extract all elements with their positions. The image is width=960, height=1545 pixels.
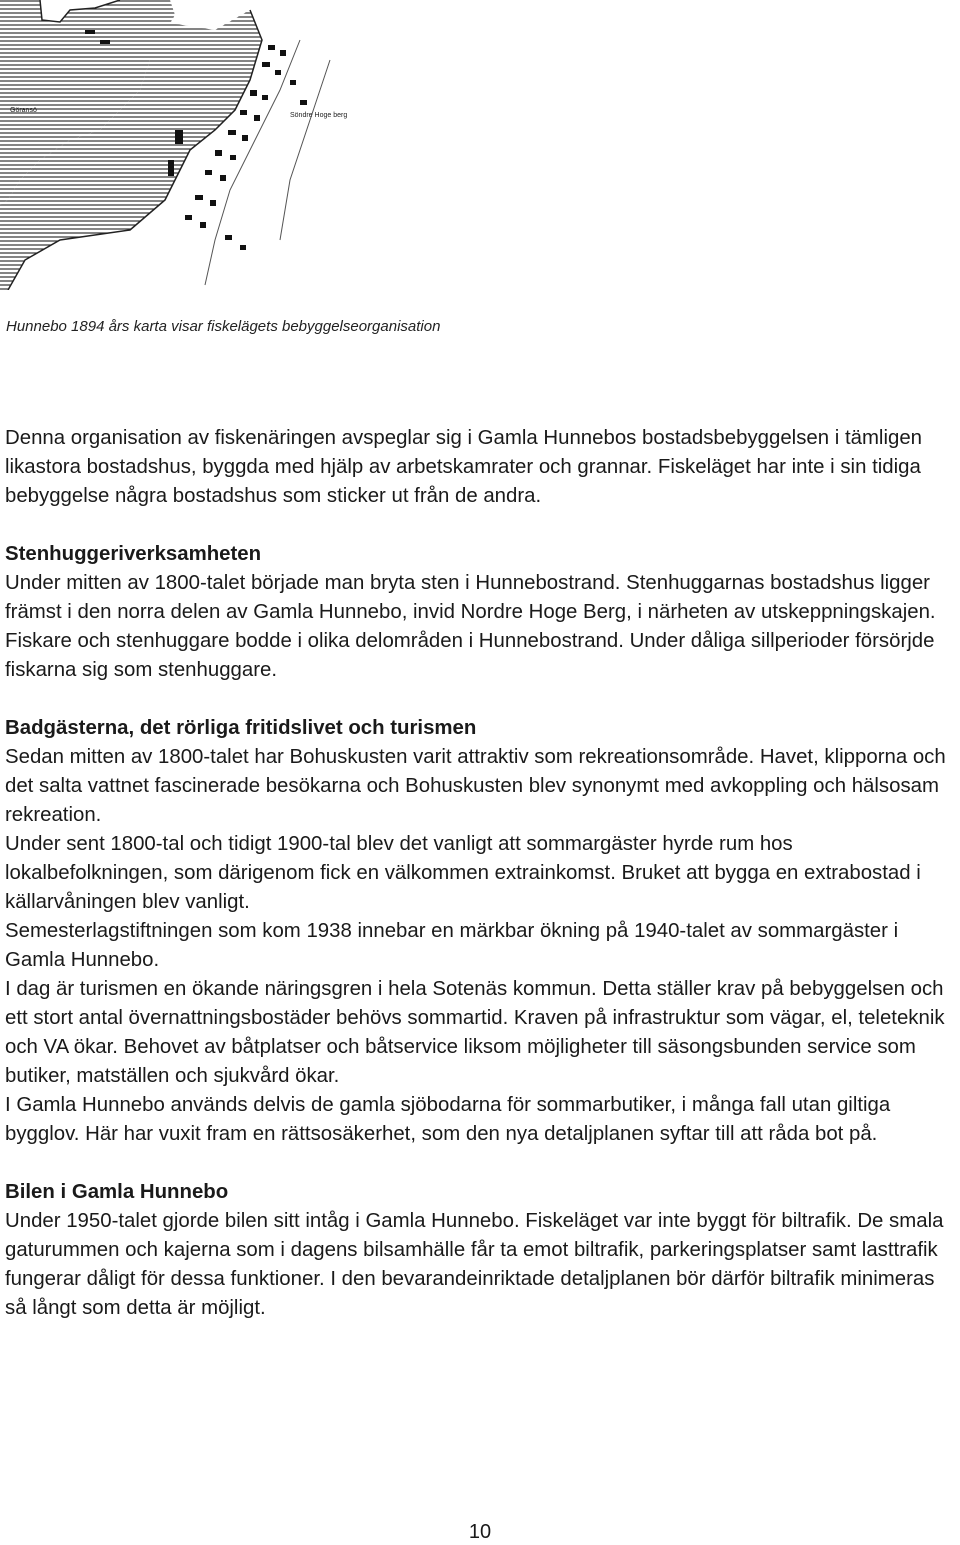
tourism-paragraph-3: Semesterlagstiftningen som kom 1938 innebar en märkbar ökning på 1940-talet av sommargäster i Gamla Hunnebo. [5, 920, 899, 971]
intro-paragraph: Denna organisation av fiskenäringen avspeglar sig i Gamla Hunnebos bostadsbebyggelsen i tämligen likastora bostadshus, byggda med hjälp av arbetskamrater och grannar. Fiskeläget har inte i sin tidiga bebyggelse några bostadshus som sticker ut från de andra. [5, 427, 923, 507]
tourism-paragraph-2: Under sent 1800-tal och tidigt 1900-tal blev det vanligt att sommargäster hyrde rum hos lokalbefolkningen, som därigenom fick en välkommen extrainkomst. Bruket att bygga en extrabostad i källarvåningen blev vanligt. [5, 833, 921, 913]
heading-bilen: Bilen i Gamla Hunnebo [5, 1181, 229, 1203]
document-body [5, 424, 960, 1323]
map-drawing [0, 0, 365, 290]
map-caption: Hunnebo 1894 års karta visar fiskelägets bebyggelseorganisation [6, 318, 441, 335]
tourism-paragraph-4: I dag är turismen en ökande näringsgren i hela Sotenäs kommun. Detta ställer krav på bebyggelsen och ett stort antal övernattningsbostäder behövs sommartid. Kraven på infrastruktur som vägar, el, teleteknik och VA ökar. Behovet av båtplatser och båtservice liksom möjligheter till säsongsbunden service som butiker, matställen och sjukvård ökar. [5, 978, 945, 1087]
stenhuggeri-paragraph: Under mitten av 1800-talet började man bryta sten i Hunnebostrand. Stenhuggarnas bostadshus ligger främst i den norra delen av Gamla Hunnebo, invid Nordre Hoge Berg, i närheten av utskeppningskajen. Fiskare och stenhuggare bodde i olika delområden i Hunnebostrand. Under dåliga sillperioder försörjde fiskarna sig som stenhuggare. [5, 572, 936, 681]
tourism-paragraph-5: I Gamla Hunnebo används delvis de gamla sjöbodarna för sommarbutiker, i många fall utan giltiga bygglov. Här har vuxit fram en rättsosäkerhet, som den nya detaljplanen syftar till att råda bot på. [5, 1094, 891, 1145]
heading-badgaster: Badgästerna, det rörliga fritidslivet och turismen [5, 717, 477, 739]
tourism-paragraph-1: Sedan mitten av 1800-talet har Bohuskusten varit attraktiv som rekreationsområde. Havet, klipporna och det salta vattnet fascinerade besökarna och Bohuskusten blev synonymt med avkoppling och hälsosam rekreation. [5, 746, 946, 826]
historical-map [0, 0, 365, 290]
heading-stenhuggeri: Stenhuggeriverksamheten [5, 543, 262, 565]
bilen-paragraph: Under 1950-talet gjorde bilen sitt intåg i Gamla Hunnebo. Fiskeläget var inte byggt för biltrafik. De smala gaturummen och kajerna som i dagens bilsamhälle får ta emot biltrafik, parkeringsplatser samt lasttrafik fungerar dåligt för dessa funktioner. I den bevarandeinriktade detaljplanen bör därför biltrafik minimeras så långt som detta är möjligt. [5, 1210, 944, 1319]
map-label-north-east: Söndre Hoge berg [290, 112, 348, 119]
page-number: 10 [468, 1521, 492, 1543]
map-label-west: Göransö [10, 107, 37, 114]
